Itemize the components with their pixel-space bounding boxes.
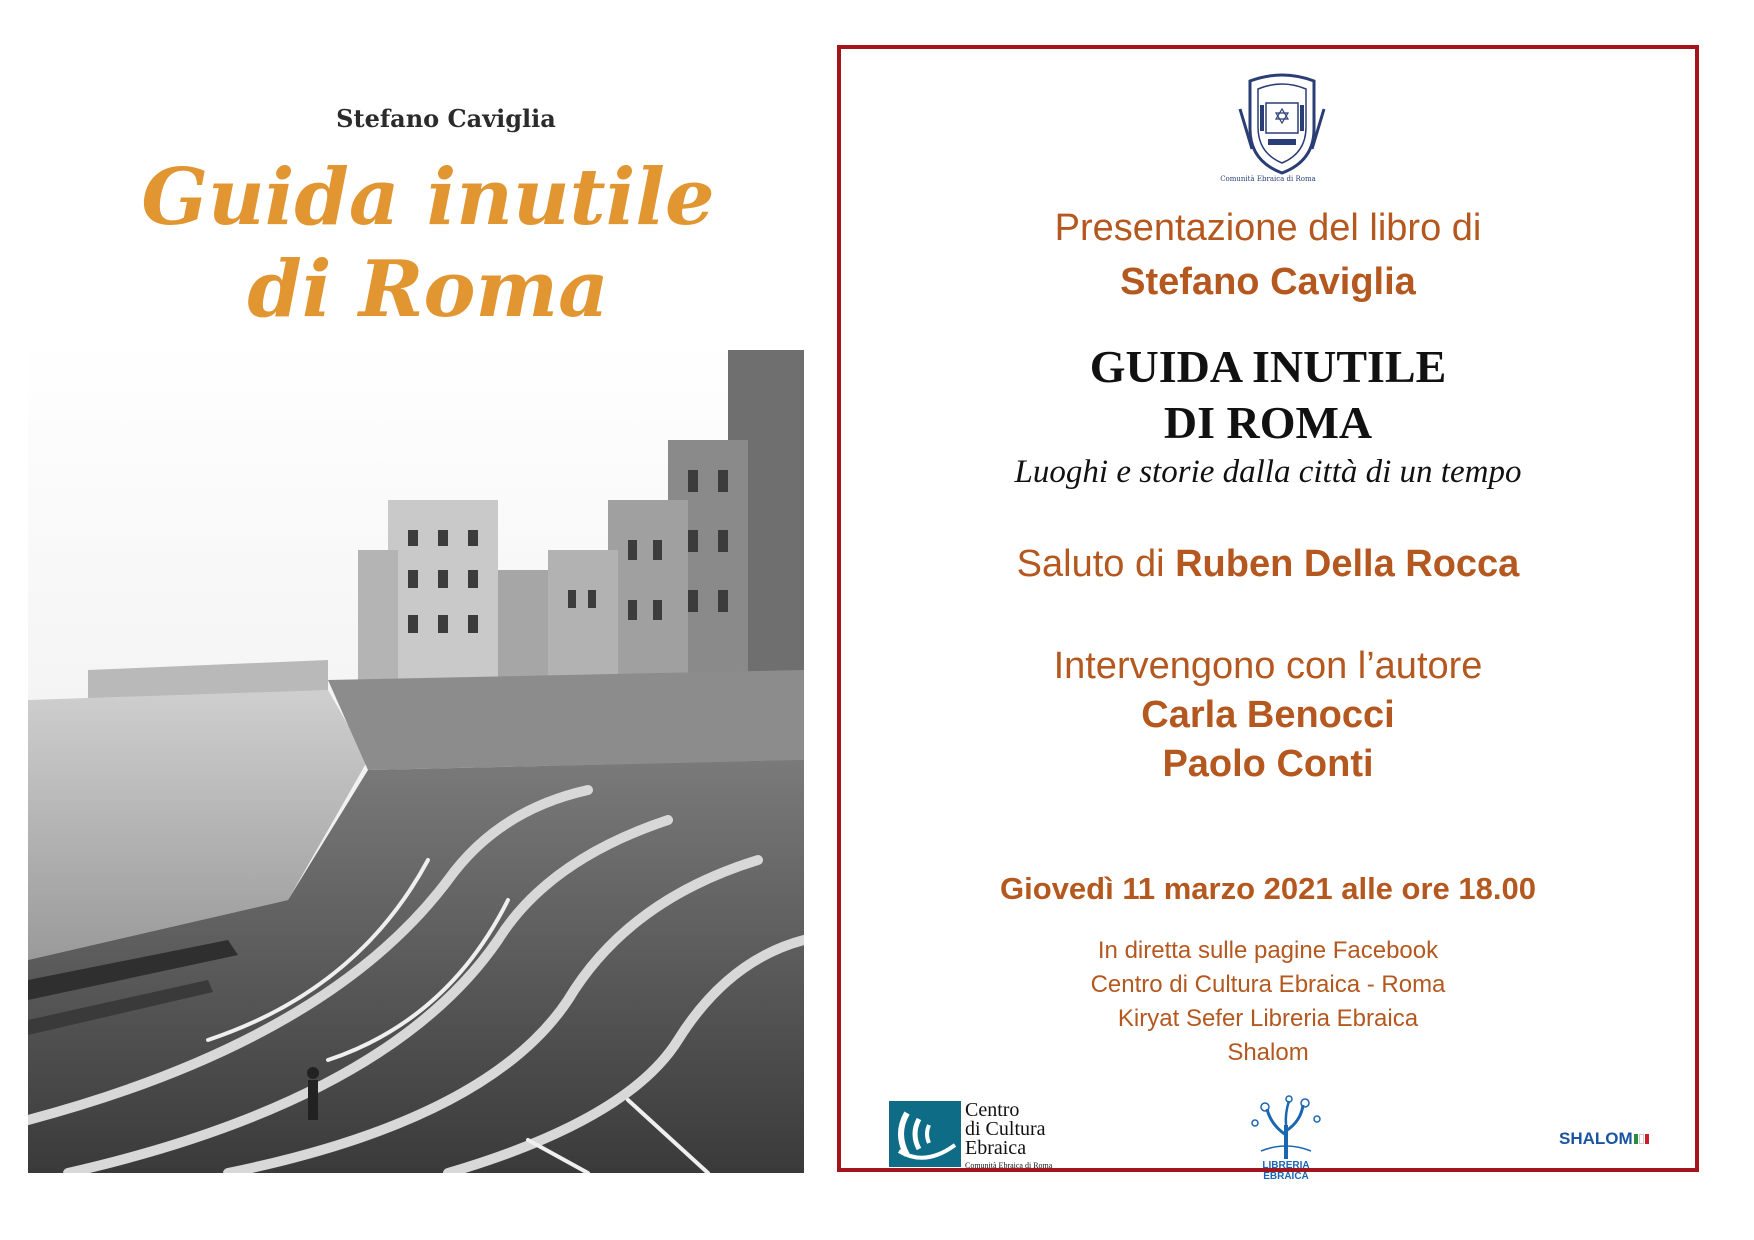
- speaker-1: Carla Benocci: [1141, 694, 1395, 736]
- greeting-line: [841, 543, 1695, 586]
- stream-page-ccc: Centro di Cultura Ebraica - Roma: [1090, 971, 1446, 998]
- cover-title-line1: Guida inutile: [141, 152, 715, 243]
- book-title-line2: DI ROMA: [1163, 397, 1373, 448]
- emblem-caption: Comunità Ebraica di Roma: [1220, 175, 1316, 183]
- author-name: Stefano Caviglia: [1120, 261, 1416, 303]
- flag-green-icon: [1634, 1134, 1638, 1144]
- ccc-subtitle: Comunità Ebraica di Roma: [965, 1161, 1053, 1170]
- stream-intro: In diretta sulle pagine Facebook: [1097, 937, 1439, 964]
- kiryat-sefer-logo: [1241, 1095, 1331, 1182]
- greeting-prefix: Saluto di: [1016, 543, 1176, 585]
- ccc-line3: Ebraica: [965, 1137, 1027, 1159]
- book-cover: [28, 40, 804, 1173]
- book-title: [841, 339, 1695, 451]
- invitation-card: [837, 45, 1699, 1182]
- cover-title-line2: di Roma: [247, 244, 609, 335]
- shalom-label: SHALOM: [1559, 1129, 1633, 1148]
- greeting-name: Ruben Della Rocca: [1175, 543, 1520, 585]
- presentation-line: Presentazione del libro di: [1054, 207, 1482, 249]
- cover-title: [88, 152, 768, 336]
- cover-photo-rome-riverbank: [28, 340, 804, 1173]
- event-date: Giovedì 11 marzo 2021 alle ore 18.00: [1000, 871, 1536, 906]
- book-title-line1: GUIDA INUTILE: [1089, 341, 1447, 392]
- ccc-line2: di Cultura: [965, 1118, 1046, 1140]
- ccc-name: [965, 1101, 1046, 1158]
- book-subtitle: Luoghi e storie dalla città di un tempo: [1014, 454, 1522, 490]
- speakers-intro: Intervengono con l’autore: [1053, 645, 1483, 687]
- cover-author: Stefano Caviglia: [336, 104, 556, 133]
- speaker-2: Paolo Conti: [1162, 743, 1374, 785]
- flag-white-icon: [1639, 1134, 1644, 1144]
- centro-cultura-ebraica-logo: [889, 1101, 1069, 1171]
- kiryat-label: LIBRERIA EBRAICA: [1262, 1160, 1310, 1182]
- tree-icon: [1241, 1095, 1331, 1161]
- ccc-mark-icon: [889, 1101, 961, 1167]
- ccc-line1: Centro: [965, 1099, 1020, 1121]
- community-emblem-icon: [1236, 69, 1328, 179]
- flag-red-icon: [1645, 1134, 1649, 1144]
- stream-page-kiryat: Kiryat Sefer Libreria Ebraica: [1117, 1005, 1419, 1032]
- shalom-logo: [1559, 1129, 1649, 1149]
- stream-page-shalom: Shalom: [1227, 1039, 1309, 1066]
